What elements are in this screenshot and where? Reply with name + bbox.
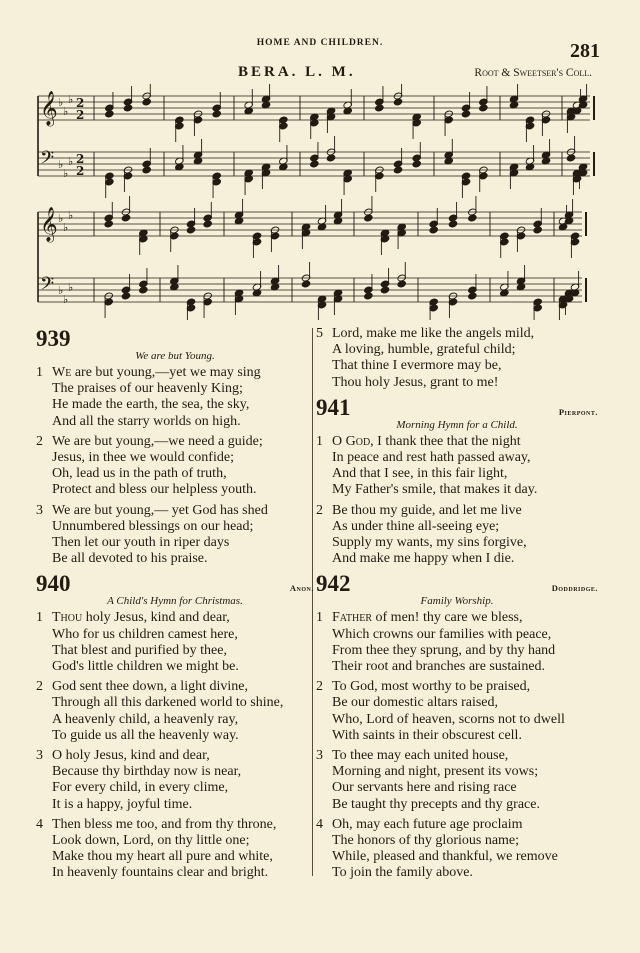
line-text: Supply my wants, my sins forgive,	[332, 535, 527, 551]
note-head	[468, 214, 477, 222]
note-head	[212, 110, 221, 118]
line-text: Oh, may each future age proclaim	[332, 816, 523, 832]
note-head	[364, 292, 373, 300]
note-head	[397, 280, 406, 288]
verse-line	[316, 865, 598, 881]
note-head	[186, 226, 195, 234]
hymn-author: Doddridge.	[551, 583, 598, 594]
flat-icon: ♭	[68, 155, 74, 168]
line-text: It is a happy, joyful time.	[52, 796, 193, 812]
verse-line	[36, 728, 314, 744]
line-text: To God, most worthy to be praised,	[332, 679, 531, 695]
line-text: Because thy birthday now is near,	[52, 764, 242, 780]
line-text: O holy Jesus, kind and dear,	[52, 748, 210, 764]
verse-line	[36, 712, 314, 728]
verse-line	[316, 748, 598, 764]
verse-line	[316, 764, 598, 780]
flat-icon: ♭	[68, 93, 74, 106]
verse-line	[36, 466, 314, 482]
flat-icon: ♭	[68, 209, 74, 222]
line-text: The praises of our heavenly King;	[52, 381, 243, 397]
line-text: Protect and bless our helpless youth.	[52, 482, 257, 498]
hymn	[316, 395, 598, 568]
line-text: To thee may each united house,	[332, 748, 509, 764]
verse-line	[36, 865, 314, 881]
treble-clef-icon: 𝄞	[40, 207, 58, 242]
stanza	[36, 434, 314, 499]
tune-name: BERA. L. M.	[238, 64, 356, 80]
verse-line	[36, 482, 314, 498]
note-head	[123, 104, 132, 112]
stanza-number: 2	[316, 502, 323, 518]
verse-line	[316, 833, 598, 849]
line-text: Be our domestic altars raised,	[332, 695, 499, 711]
flat-icon: ♭	[58, 212, 64, 225]
verse-line	[316, 482, 598, 498]
flat-icon: ♭	[58, 284, 64, 297]
line-text: He made the earth, the sea, the sky,	[52, 397, 250, 413]
line-text: That thine I evermore may be,	[332, 358, 502, 374]
line-text: Then let our youth in riper days	[52, 535, 230, 551]
verse-line	[316, 679, 598, 695]
stanza	[316, 610, 598, 675]
verse-line	[316, 695, 598, 711]
note-head	[121, 214, 130, 222]
note-head	[448, 220, 457, 228]
first-word: Thou	[52, 610, 83, 626]
line-text: Our servants here and rising race	[332, 780, 517, 796]
note-head	[364, 214, 373, 222]
note-head	[104, 220, 113, 228]
flat-icon: ♭	[58, 96, 64, 109]
line-text: Be taught thy precepts and thy grace.	[332, 796, 540, 812]
page-number: 281	[570, 40, 600, 62]
line-text: That blest and purified by thee,	[52, 642, 227, 658]
line-text: We are but young,—we need a guide;	[52, 433, 263, 449]
hymn-author: Pierpont.	[558, 406, 598, 417]
flat-icon: ♭	[63, 221, 69, 234]
note-head	[105, 110, 114, 118]
stanza-number: 2	[36, 433, 43, 449]
verse-line	[36, 643, 314, 659]
right-column	[316, 326, 598, 886]
stanza-number: 2	[316, 679, 323, 695]
note-head	[380, 286, 389, 294]
flat-icon: ♭	[63, 105, 69, 118]
verse-line	[36, 659, 314, 675]
line-text: From thee they sprung, and by thy hand	[332, 642, 556, 658]
hymn-header	[316, 571, 598, 597]
verse-line	[316, 375, 598, 391]
line-text: Unnumbered blessings on our head;	[52, 518, 254, 534]
note-head	[461, 110, 470, 118]
note-head	[393, 166, 402, 174]
verse-line	[36, 503, 314, 519]
hymn-title: Morning Hymn for a Child.	[396, 418, 518, 431]
line-text: For every child, in every clime,	[52, 780, 229, 796]
line-text: Which crowns our families with peace,	[332, 626, 552, 642]
verse-line	[36, 627, 314, 643]
line-text: And all the starry worlds on high.	[52, 413, 241, 429]
line-text: Jesus, in thee we would confide;	[52, 450, 234, 466]
verse-line	[316, 503, 598, 519]
line-text: As under thine all-seeing eye;	[332, 518, 500, 534]
verse-line	[36, 679, 314, 695]
stanza	[36, 748, 314, 813]
verse-line	[36, 833, 314, 849]
verse-line	[316, 728, 598, 744]
note-head	[429, 226, 438, 234]
verse-line	[316, 659, 598, 675]
stanza	[36, 679, 314, 744]
flat-icon: ♭	[63, 167, 69, 180]
note-head	[566, 154, 575, 162]
note-head	[139, 286, 148, 294]
line-text: The honors of thy glorious name;	[332, 833, 520, 849]
verse-line	[316, 519, 598, 535]
verse-line	[316, 535, 598, 551]
flat-icon: ♭	[68, 281, 74, 294]
stanza	[36, 365, 314, 430]
stanza-number: 5	[316, 326, 323, 341]
verse-line	[36, 797, 314, 813]
line-text: To guide us all the heavenly way.	[52, 727, 239, 743]
verse-line	[36, 535, 314, 551]
line-text: In heavenly fountains clear and bright.	[52, 865, 269, 881]
line-text: Be thou my guide, and let me live	[332, 502, 522, 518]
line-text: In peace and rest hath passed away,	[332, 450, 531, 466]
line-text: And that I see, in this fair light,	[332, 466, 508, 482]
verse-line	[36, 695, 314, 711]
line-text: Lord, make me like the angels mild,	[332, 326, 535, 341]
note-head	[301, 280, 310, 288]
note-head	[393, 98, 402, 106]
verse-line	[36, 450, 314, 466]
stanza-number: 3	[36, 502, 43, 518]
hymn-number: 942	[316, 571, 351, 597]
note-head	[310, 160, 319, 168]
line-text: A heavenly child, a heavenly ray,	[52, 711, 239, 727]
verse-line	[36, 397, 314, 413]
tune-source: Root & Sweetser's Coll.	[474, 67, 592, 79]
bass-clef-icon: 𝄢	[40, 274, 55, 299]
verse-line	[36, 748, 314, 764]
verse-line	[36, 551, 314, 567]
hymn-title: Family Worship.	[420, 595, 494, 608]
note-head	[326, 154, 335, 162]
verse-line	[316, 627, 598, 643]
line-text: My Father's smile, that makes it day.	[332, 482, 538, 498]
stanza-number: 3	[36, 748, 43, 764]
hymn-author: Anon.	[289, 583, 314, 594]
time-signature-numerator: 2	[76, 96, 85, 110]
time-signature-denominator: 2	[76, 164, 85, 178]
line-text: A loving, humble, grateful child;	[332, 342, 516, 358]
flat-icon: ♭	[63, 293, 69, 306]
verse-line	[36, 817, 314, 833]
line-text: Who, Lord of heaven, scorns not to dwell	[332, 711, 565, 727]
line-text: God sent thee down, a light divine,	[52, 679, 248, 695]
note-head	[412, 160, 421, 168]
verse-line	[316, 849, 598, 865]
line-text: Morning and night, present its vows;	[332, 764, 539, 780]
stanza-number: 3	[316, 748, 323, 764]
verse-line	[316, 817, 598, 833]
verse-line	[316, 326, 598, 342]
line-text: We are but young,— yet God has shed	[52, 502, 268, 518]
verse-line	[36, 365, 314, 381]
line-text: God's little children we might be.	[52, 659, 239, 675]
hymn-number: 941	[316, 394, 351, 420]
running-head: HOME AND CHILDREN.	[256, 38, 384, 48]
stanza	[316, 326, 598, 391]
stanza-number: 4	[316, 816, 323, 832]
left-column	[36, 326, 314, 886]
hymn-header	[36, 571, 314, 597]
verse-line	[36, 849, 314, 865]
stanza-number: 1	[36, 365, 43, 380]
stanza-number: 1	[316, 610, 323, 626]
hymn-title: A Child's Hymn for Christmas.	[107, 595, 243, 608]
stanza-number: 1	[316, 433, 323, 449]
hymn-header	[36, 326, 314, 352]
bass-clef-icon: 𝄢	[40, 148, 55, 173]
stanza	[316, 434, 598, 499]
line-text: holy Jesus, kind and dear,	[85, 610, 230, 626]
verse-line	[316, 434, 598, 450]
note-head	[375, 104, 384, 112]
hymn	[316, 326, 598, 391]
hymn-title: We are but Young.	[135, 350, 215, 362]
stanza	[36, 503, 314, 568]
verse-line	[316, 450, 598, 466]
verse-line	[36, 610, 314, 626]
note-head	[533, 226, 542, 234]
first-word: Father	[332, 610, 373, 626]
stanza	[36, 610, 314, 675]
stanza	[316, 503, 598, 568]
stanza-number: 1	[36, 610, 43, 626]
line-text: Oh, lead us in the path of truth,	[52, 466, 227, 482]
line-text: To join the family above.	[332, 865, 473, 881]
line-text: Look down, Lord, on thy little one;	[52, 833, 250, 849]
note-head	[468, 292, 477, 300]
verse-line	[36, 764, 314, 780]
hymn	[36, 571, 314, 881]
note-head	[142, 98, 151, 106]
verse-line	[36, 414, 314, 430]
tune-header	[40, 64, 600, 82]
time-signature-numerator: 2	[76, 152, 85, 166]
verse-line	[316, 551, 598, 567]
verse-line	[36, 519, 314, 535]
line-text: are but young,—yet we may sing	[74, 365, 261, 380]
verse-line	[316, 466, 598, 482]
time-signature-denominator: 2	[76, 108, 85, 122]
hymn	[316, 571, 598, 881]
note-head	[121, 292, 130, 300]
verse-line	[36, 780, 314, 796]
line-text: With saints in their obscurest cell.	[332, 727, 522, 743]
verse-line	[316, 780, 598, 796]
verse-line	[316, 358, 598, 374]
hymn	[36, 326, 314, 567]
verse-line	[36, 434, 314, 450]
stanza	[316, 679, 598, 744]
hymn-number: 940	[36, 571, 71, 597]
treble-clef-icon: 𝄞	[40, 91, 58, 126]
verse-line	[316, 610, 598, 626]
hymn-header	[316, 395, 598, 421]
stanza	[316, 817, 598, 882]
line-text: Thou holy Jesus, grant to me!	[332, 374, 499, 390]
music-score	[34, 84, 596, 320]
stanza	[36, 817, 314, 882]
flat-icon: ♭	[58, 158, 64, 171]
verse-line	[316, 797, 598, 813]
hymn-number: 939	[36, 326, 71, 351]
stanza-number: 2	[36, 679, 43, 695]
line-text: I thank thee that the night	[377, 433, 521, 449]
note-head	[203, 220, 212, 228]
note-head	[479, 104, 488, 112]
verse-line	[316, 712, 598, 728]
first-word: We	[52, 365, 72, 380]
line-text: Be all devoted to his praise.	[52, 551, 208, 567]
stanza-number: 4	[36, 816, 43, 832]
line-text: Through all this darkened world to shine,	[52, 695, 284, 711]
stanza	[316, 748, 598, 813]
line-text: of men! thy care we bless,	[375, 610, 523, 626]
verse-line	[36, 381, 314, 397]
line-text: Make thou my heart all pure and white,	[52, 849, 273, 865]
verse-line	[316, 342, 598, 358]
line-text: Their root and branches are sustained.	[332, 659, 546, 675]
line-text: And make me happy when I die.	[332, 551, 515, 567]
line-text: Then bless me too, and from thy throne,	[52, 816, 277, 832]
line-text: While, pleased and thankful, we remove	[332, 849, 558, 865]
first-word: O God,	[332, 433, 374, 449]
line-text: Who for us children camest here,	[52, 626, 238, 642]
note-head	[142, 166, 151, 174]
verse-line	[316, 643, 598, 659]
